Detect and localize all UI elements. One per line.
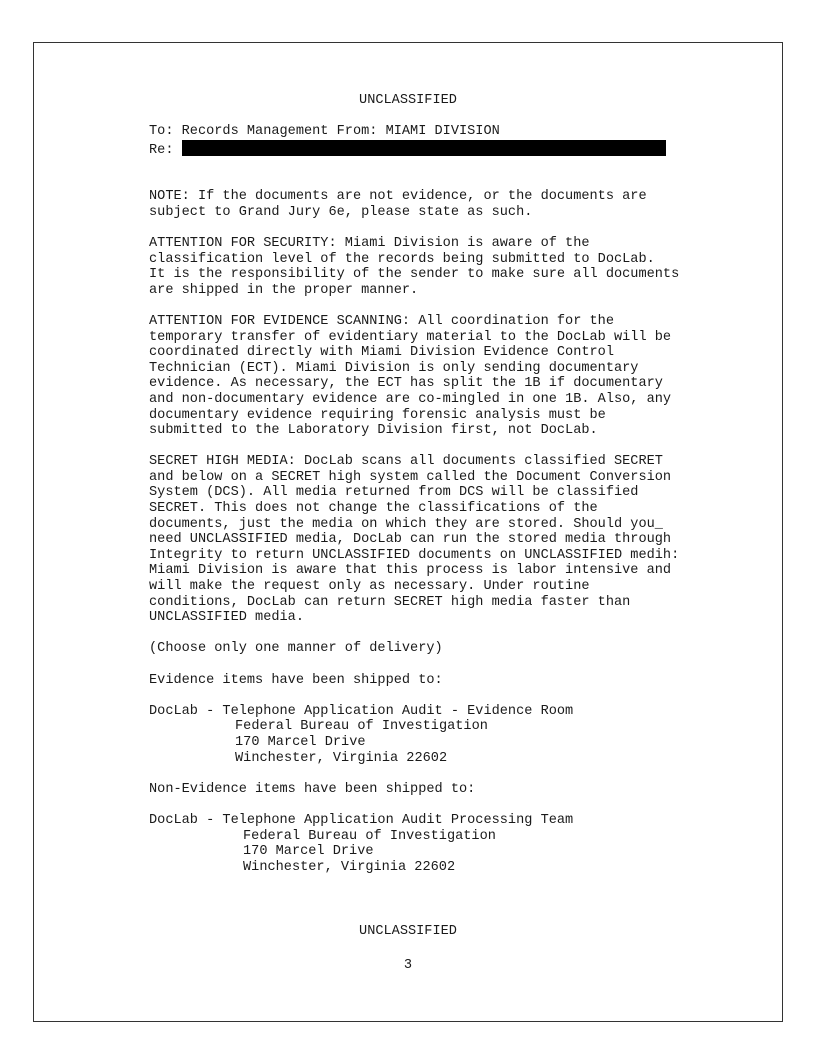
secret-media-line: System (DCS). All media returned from DCS will be classified — [149, 485, 639, 501]
memo-re — [149, 140, 769, 159]
note-paragraph — [149, 189, 769, 220]
evidence-scanning-line: documentary evidence requiring forensic analysis must be — [149, 407, 606, 423]
evidence-address-title: DocLab - Telephone Application Audit - Evidence Room — [149, 703, 574, 719]
memo-to-from: To: Records Management From: MIAMI DIVISION — [149, 124, 500, 139]
secret-media-line: and below on a SECRET high system called the Document Conversion — [149, 469, 672, 485]
non-evidence-address-block — [149, 813, 769, 875]
security-line: are shipped in the proper manner. — [149, 282, 419, 298]
evidence-scanning-line: submitted to the Laboratory Division first, not DocLab. — [149, 423, 598, 439]
footer-classification: UNCLASSIFIED — [359, 924, 457, 939]
secret-media-line: Miami Division is aware that this process is labor intensive and — [149, 563, 672, 579]
redaction-block — [182, 140, 666, 156]
delivery-choice-note: (Choose only one manner of delivery) — [149, 641, 443, 657]
evidence-scanning-line: temporary transfer of evidentiary material to the DocLab will be — [149, 329, 672, 345]
secret-media-line: conditions, DocLab can return SECRET high media faster than — [149, 594, 631, 610]
security-line: classification level of the records being submitted to DocLab. — [149, 251, 655, 267]
secret-media-line: SECRET. This does not change the classifications of the — [149, 501, 598, 517]
evidence-scanning-paragraph — [149, 314, 769, 439]
secret-media-line: will make the request only as necessary. Under routine — [149, 579, 590, 595]
secret-media-line: UNCLASSIFIED media. — [149, 610, 304, 626]
security-line: ATTENTION FOR SECURITY: Miami Division is aware of the — [149, 235, 590, 251]
evidence-scanning-line: ATTENTION FOR EVIDENCE SCANNING: All coordination for the — [149, 313, 614, 329]
non-evidence-address-line: 170 Marcel Drive — [243, 844, 374, 860]
secret-media-line: SECRET HIGH MEDIA: DocLab scans all documents classified SECRET — [149, 454, 663, 470]
evidence-scanning-line: and non-documentary evidence are co-mingled in one 1B. Also, any — [149, 391, 672, 407]
evidence-address-line: Federal Bureau of Investigation — [235, 719, 488, 735]
evidence-scanning-line: Technician (ECT). Miami Division is only sending documentary — [149, 360, 639, 376]
non-evidence-address-title: DocLab - Telephone Application Audit Processing Team — [149, 812, 574, 828]
note-line: subject to Grand Jury 6e, please state as such. — [149, 204, 533, 220]
evidence-address-line: 170 Marcel Drive — [235, 734, 366, 750]
evidence-shipped-heading: Evidence items have been shipped to: — [149, 672, 443, 688]
header-classification: UNCLASSIFIED — [359, 93, 457, 108]
secret-media-paragraph — [149, 454, 769, 626]
document-body — [149, 124, 769, 875]
page-number: 3 — [403, 958, 413, 973]
evidence-scanning-line: coordinated directly with Miami Division Evidence Control — [149, 345, 614, 361]
security-paragraph — [149, 236, 769, 298]
note-line: NOTE: If the documents are not evidence, or the documents are — [149, 189, 647, 205]
secret-media-line: documents, just the media on which they are stored. Should you_ — [149, 516, 663, 532]
evidence-address-block — [149, 704, 769, 766]
evidence-address-line: Winchester, Virginia 22602 — [235, 750, 448, 766]
memo-re-label: Re: — [149, 142, 174, 158]
non-evidence-address-line: Federal Bureau of Investigation — [243, 828, 496, 844]
secret-media-line: Integrity to return UNCLASSIFIED documents on UNCLASSIFIED medih: — [149, 547, 680, 563]
security-line: It is the responsibility of the sender to make sure all documents — [149, 267, 680, 283]
non-evidence-shipped-heading: Non-Evidence items have been shipped to: — [149, 781, 476, 797]
non-evidence-address-line: Winchester, Virginia 22602 — [243, 859, 456, 875]
secret-media-line: need UNCLASSIFIED media, DocLab can run the stored media through — [149, 532, 672, 548]
evidence-scanning-line: evidence. As necessary, the ECT has split the 1B if documentary — [149, 376, 663, 392]
